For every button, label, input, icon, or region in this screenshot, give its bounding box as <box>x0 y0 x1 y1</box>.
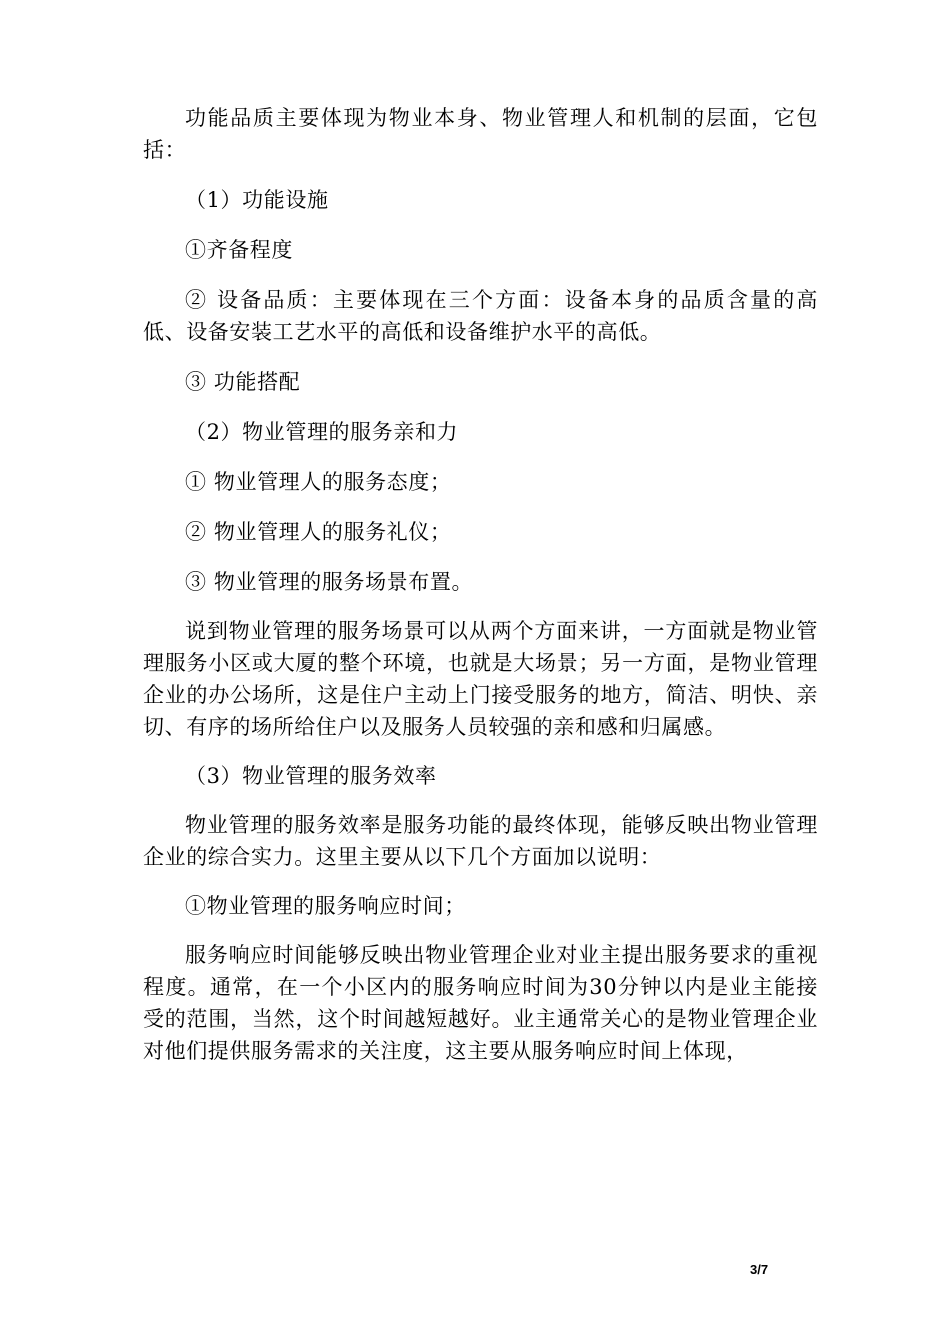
page-number: 3/7 <box>750 1262 769 1277</box>
item-completeness: ①齐备程度 <box>185 238 293 262</box>
paragraph-intro: 功能品质主要体现为物业本身、物业管理人和机制的层面，它包括： <box>143 106 818 162</box>
item-service-attitude: ① 物业管理人的服务态度； <box>185 470 452 494</box>
item-service-scene: ③ 物业管理的服务场景布置。 <box>185 570 474 594</box>
heading-function-facilities: （1）功能设施 <box>185 188 329 212</box>
item-response-time: ①物业管理的服务响应时间； <box>185 894 466 918</box>
paragraph-service-efficiency: 物业管理的服务效率是服务功能的最终体现，能够反映出物业管理企业的综合实力。这里主要从以下几个方面加以说明： <box>143 813 818 869</box>
paragraph-service-scene: 说到物业管理的服务场景可以从两个方面来讲，一方面就是物业管理服务小区或大厦的整个环境，也就是大场景；另一方面，是物业管理企业的办公场所，这是住户主动上门接受服务的地方，简洁、明快、亲切、有序的场所给住户以及服务人员较强的亲和感和归属感。 <box>143 619 818 739</box>
item-equipment-quality: ② 设备品质：主要体现在三个方面：设备本身的品质含量的高低、设备安装工艺水平的高低和设备维护水平的高低。 <box>143 288 818 344</box>
item-service-etiquette: ② 物业管理人的服务礼仪； <box>185 520 452 544</box>
heading-service-affinity: （2）物业管理的服务亲和力 <box>185 420 459 444</box>
heading-service-efficiency: （3）物业管理的服务效率 <box>185 764 437 788</box>
paragraph-response-time: 服务响应时间能够反映出物业管理企业对业主提出服务要求的重视程度。通常，在一个小区内的服务响应时间为30分钟以内是业主能接受的范围，当然，这个时间越短越好。业主通常关心的是物业管理企业对他们提供服务需求的关注度，这主要从服务响应时间上体现， <box>143 943 818 1063</box>
item-function-matching: ③ 功能搭配 <box>185 370 301 394</box>
document-body <box>143 102 818 1067</box>
